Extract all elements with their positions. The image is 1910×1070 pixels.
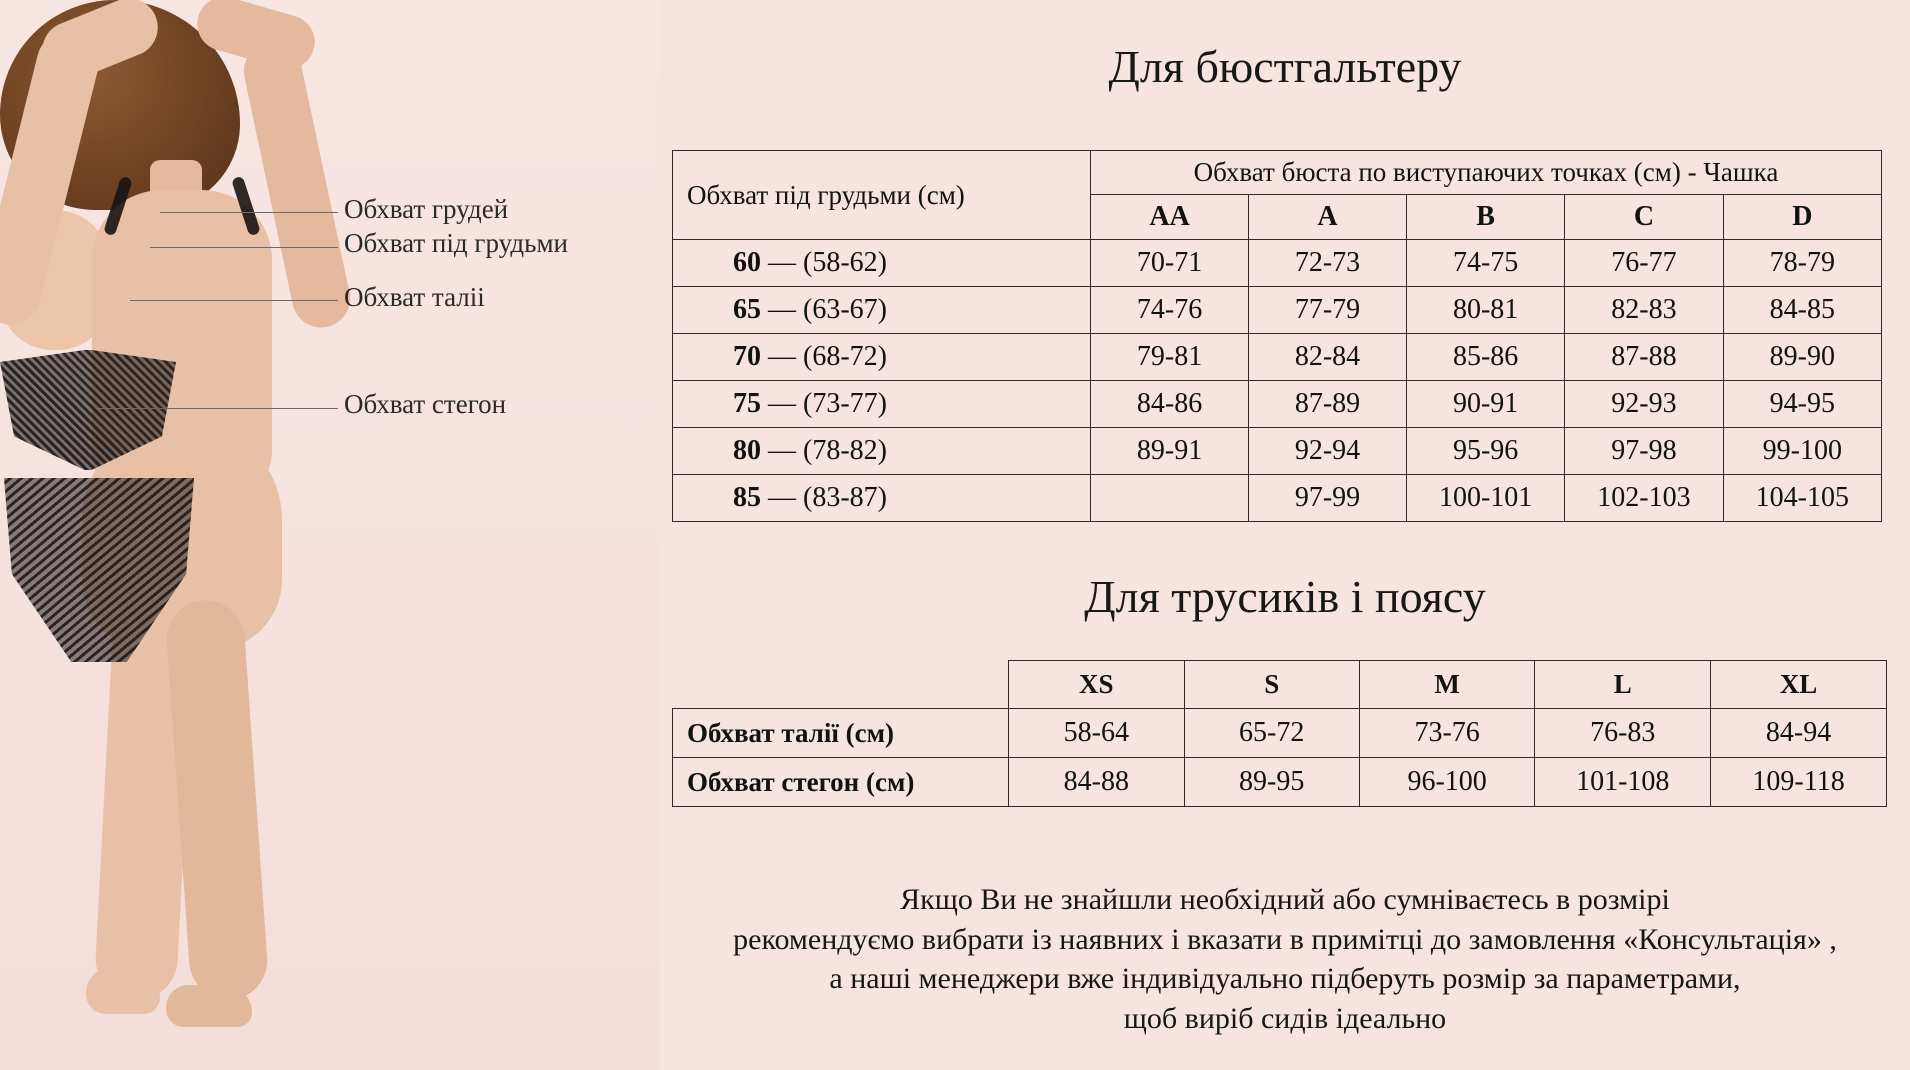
bra-cup-d: D [1723,195,1881,240]
panty-size-l: L [1535,661,1711,709]
panty-cell: 65-72 [1184,709,1359,758]
callout-line-waist [130,300,338,301]
bra-row-band-range: — (68-72) [768,341,887,372]
panty-size-s: S [1184,661,1359,709]
bra-cell: 74-75 [1406,240,1564,287]
bra-cell: 87-88 [1565,334,1723,381]
bra-row-band-value: 80 [733,435,761,466]
bra-cell: 84-86 [1091,381,1249,428]
bra-row-band-range: — (63-67) [768,294,887,325]
bra-cell: 78-79 [1723,240,1881,287]
callout-line-bust [160,212,338,213]
bra-section-title: Для бюстгальтеру [1108,41,1462,92]
bra-cell [1091,475,1249,522]
bra-cell: 97-99 [1249,475,1407,522]
callout-label-bust: Обхват грудей [344,194,509,224]
bra-cell: 85-86 [1406,334,1564,381]
panty-cell: 84-88 [1009,758,1185,807]
bra-cell: 82-83 [1565,287,1723,334]
bra-row-band-value: 65 [733,294,761,325]
panty-header-empty [673,661,1009,709]
bra-cell: 92-94 [1249,428,1407,475]
note-line-2: рекомендуємо вибрати із наявних і вказати в примітці до замовлення «Консультація» , [733,922,1837,956]
table-row [673,475,1882,522]
bra-row-band-range: — (58-62) [768,247,887,278]
bra-row-band-85 [673,475,1091,522]
table-row [673,709,1887,758]
bra-cell: 97-98 [1565,428,1723,475]
bra-cell: 70-71 [1091,240,1249,287]
bra-cell: 84-85 [1723,287,1881,334]
bra-row-band-value: 70 [733,341,761,372]
bra-row-band-range: — (83-87) [768,482,887,513]
bra-cell: 104-105 [1723,475,1881,522]
bra-row-band-70 [673,334,1091,381]
callout-line-underbust [150,247,338,248]
panty-cell: 109-118 [1711,758,1887,807]
panty-cell: 89-95 [1184,758,1359,807]
table-row [673,428,1882,475]
bra-size-table [672,150,1882,522]
bra-cell: 99-100 [1723,428,1881,475]
callout-line-hips [96,408,338,409]
bra-row-band-range: — (73-77) [768,388,887,419]
bra-header-band: Обхват під грудьми (см) [673,151,1091,240]
panty-cell: 96-100 [1359,758,1534,807]
consultation-note [660,880,1910,1038]
bra-cell: 95-96 [1406,428,1564,475]
bra-cell: 100-101 [1406,475,1564,522]
table-row [673,334,1882,381]
panty-size-table [672,660,1887,807]
bra-cell: 79-81 [1091,334,1249,381]
table-row [673,240,1882,287]
bra-cup-a: A [1249,195,1407,240]
bra-cup-c: C [1565,195,1723,240]
bra-cup-aa: AA [1091,195,1249,240]
bra-row-band-value: 75 [733,388,761,419]
bra-cell: 77-79 [1249,287,1407,334]
bra-cell: 72-73 [1249,240,1407,287]
table-row [673,758,1887,807]
panty-cell: 73-76 [1359,709,1534,758]
bra-row-band-75 [673,381,1091,428]
bra-row-band-60 [673,240,1091,287]
table-row [673,287,1882,334]
note-line-4: щоб виріб сидів ідеально [1123,1001,1447,1035]
bra-row-band-65 [673,287,1091,334]
bra-row-band-value: 85 [733,482,761,513]
note-line-1: Якщо Ви не знайшли необхідний або сумніваєтесь в розмірі [900,883,1670,916]
size-chart-content [660,0,1910,1070]
bra-row-band-value: 60 [733,247,761,278]
bra-cell: 87-89 [1249,381,1407,428]
bra-cell: 82-84 [1249,334,1407,381]
panty-size-xs: XS [1009,661,1185,709]
note-line-3: а наші менеджери вже індивідуально підберуть розмір за параметрами, [829,962,1741,996]
bra-cell: 92-93 [1565,381,1723,428]
bra-cell: 102-103 [1565,475,1723,522]
panty-cell: 76-83 [1535,709,1711,758]
callout-label-hips: Обхват стегон [344,389,507,419]
panty-row-label-waist: Обхват талії (см) [673,709,1009,758]
bra-table-header-row [673,151,1882,195]
panty-size-m: M [1359,661,1534,709]
bra-cell: 76-77 [1565,240,1723,287]
callout-label-waist: Обхват таліі [344,282,485,312]
bra-cell: 89-90 [1723,334,1881,381]
bra-cup-b: B [1406,195,1564,240]
bra-cell: 90-91 [1406,381,1564,428]
model-photo-panel [0,0,660,1070]
bra-cell: 94-95 [1723,381,1881,428]
bra-row-band-range: — (78-82) [768,435,887,466]
bra-cell: 80-81 [1406,287,1564,334]
panty-cell: 58-64 [1009,709,1185,758]
model-illustration [0,0,400,1070]
bra-cell: 74-76 [1091,287,1249,334]
panty-row-label-hips: Обхват стегон (см) [673,758,1009,807]
panty-section-title: Для трусиків і поясу [1084,571,1486,622]
panty-table-header-row [673,661,1887,709]
panty-size-xl: XL [1711,661,1887,709]
bra-header-bust: Обхват бюста по виступаючих точках (см) - Чашка [1091,151,1882,195]
table-row [673,381,1882,428]
callout-label-underbust: Обхват під грудьми [344,228,568,258]
panty-cell: 84-94 [1711,709,1887,758]
panty-cell: 101-108 [1535,758,1711,807]
bra-cell: 89-91 [1091,428,1249,475]
bra-row-band-80 [673,428,1091,475]
